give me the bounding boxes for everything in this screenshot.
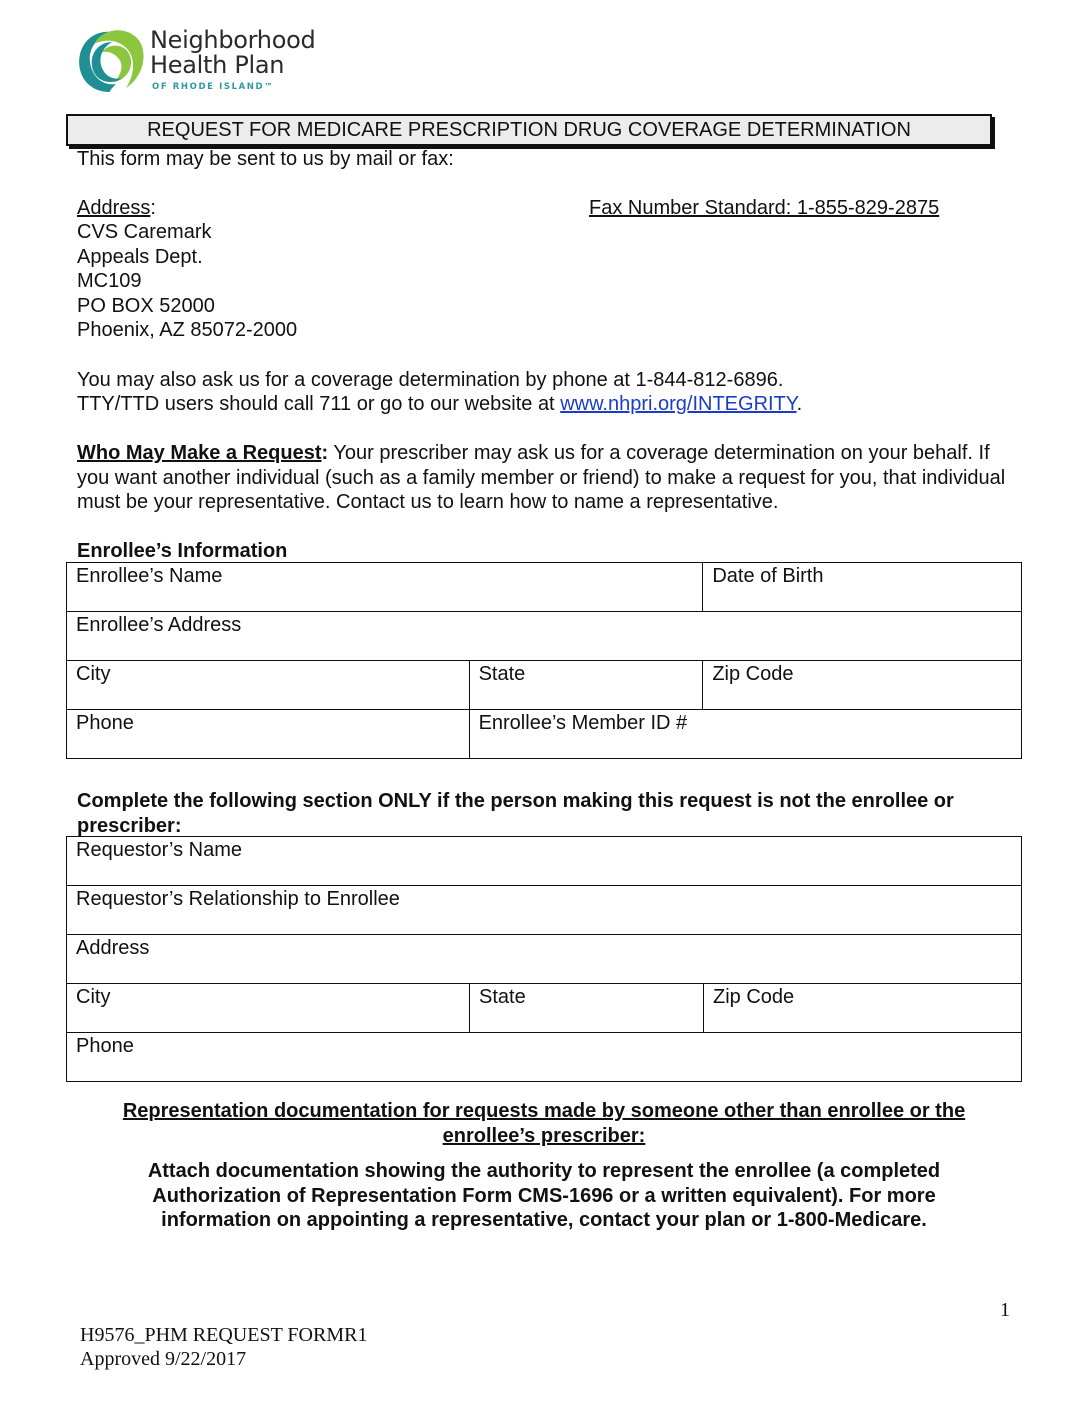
who-may-request-text: Your prescriber may ask us for a coverage determination on your behalf. If you want another individual (such as a family member or friend) to make a request for you, that individual must be your representative. Contact us to learn how to name a representative.	[77, 442, 1006, 513]
address-line: PO BOX 52000	[77, 295, 215, 317]
address-line: MC109	[77, 270, 142, 292]
address-line: CVS Caremark	[77, 221, 212, 243]
address-line: Appeals Dept.	[77, 246, 203, 268]
tty-text-end: .	[796, 393, 803, 415]
logo-text-line3: OF RHODE ISLAND™	[152, 82, 275, 92]
plan-logo	[72, 22, 332, 100]
logo-swirl-icon	[72, 22, 148, 98]
tty-text: TTY/TTD users should call 711 or go to our website at	[77, 393, 561, 415]
form-id: H9576_PHM REQUEST FORMR1	[80, 1324, 368, 1346]
requestor-section-heading: Complete the following section ONLY if the person making this request is not the enrollee or prescriber:	[77, 790, 954, 837]
enrollee-section-heading: Enrollee’s Information	[77, 540, 288, 562]
address-line: Phoenix, AZ 85072-2000	[77, 319, 298, 341]
representation-heading: Representation documentation for requests made by someone other than enrollee or the enrollee’s prescriber:	[122, 1100, 966, 1147]
requestor-phone-field[interactable]: Phone	[67, 1033, 1022, 1082]
enrollee-address-field[interactable]: Enrollee’s Address	[67, 612, 1022, 661]
requestor-info-table	[66, 836, 1022, 1082]
address-label	[77, 196, 156, 221]
address-label-text: Address	[77, 197, 151, 219]
who-may-request-heading: Who May Make a Request	[77, 442, 322, 464]
website-link[interactable]: www.nhpri.org/INTEGRITY	[560, 393, 797, 415]
who-may-request-colon: :	[321, 442, 329, 464]
form-title: REQUEST FOR MEDICARE PRESCRIPTION DRUG COVERAGE DETERMINATION	[66, 114, 992, 146]
requestor-state-field[interactable]: State	[470, 984, 704, 1033]
date-of-birth-field[interactable]: Date of Birth	[703, 563, 1022, 612]
address-label-colon: :	[150, 197, 156, 219]
enrollee-phone-field[interactable]: Phone	[67, 710, 470, 759]
page-number: 1	[1000, 1299, 1010, 1321]
representation-text: Attach documentation showing the authority to represent the enrollee (a completed Authorization of Representation Form CMS-1696 or a written equivalent). For more information on appointing a representative, contact your plan or 1-800-Medicare.	[147, 1160, 941, 1231]
enrollee-zip-field[interactable]: Zip Code	[703, 661, 1022, 710]
approval-date: Approved 9/22/2017	[80, 1348, 247, 1370]
enrollee-city-field[interactable]: City	[67, 661, 470, 710]
phone-line: You may also ask us for a coverage determination by phone at 1-844-812-6896.	[77, 369, 784, 391]
enrollee-member-id-field[interactable]: Enrollee’s Member ID #	[469, 710, 1021, 759]
enrollee-state-field[interactable]: State	[469, 661, 703, 710]
who-may-request-paragraph	[77, 441, 1012, 515]
logo-text-line2: Health Plan	[150, 51, 285, 79]
requestor-relationship-field[interactable]: Requestor’s Relationship to Enrollee	[67, 886, 1022, 935]
enrollee-name-field[interactable]: Enrollee’s Name	[67, 563, 703, 612]
intro-text: This form may be sent to us by mail or fax:	[77, 148, 454, 170]
logo-text-line1: Neighborhood	[150, 26, 316, 54]
fax-number: Fax Number Standard: 1-855-829-2875	[589, 197, 940, 219]
requestor-name-field[interactable]: Requestor’s Name	[67, 837, 1022, 886]
requestor-address-field[interactable]: Address	[67, 935, 1022, 984]
requestor-zip-field[interactable]: Zip Code	[704, 984, 1022, 1033]
tty-line	[77, 392, 802, 417]
enrollee-info-table	[66, 562, 1022, 759]
requestor-city-field[interactable]: City	[67, 984, 470, 1033]
